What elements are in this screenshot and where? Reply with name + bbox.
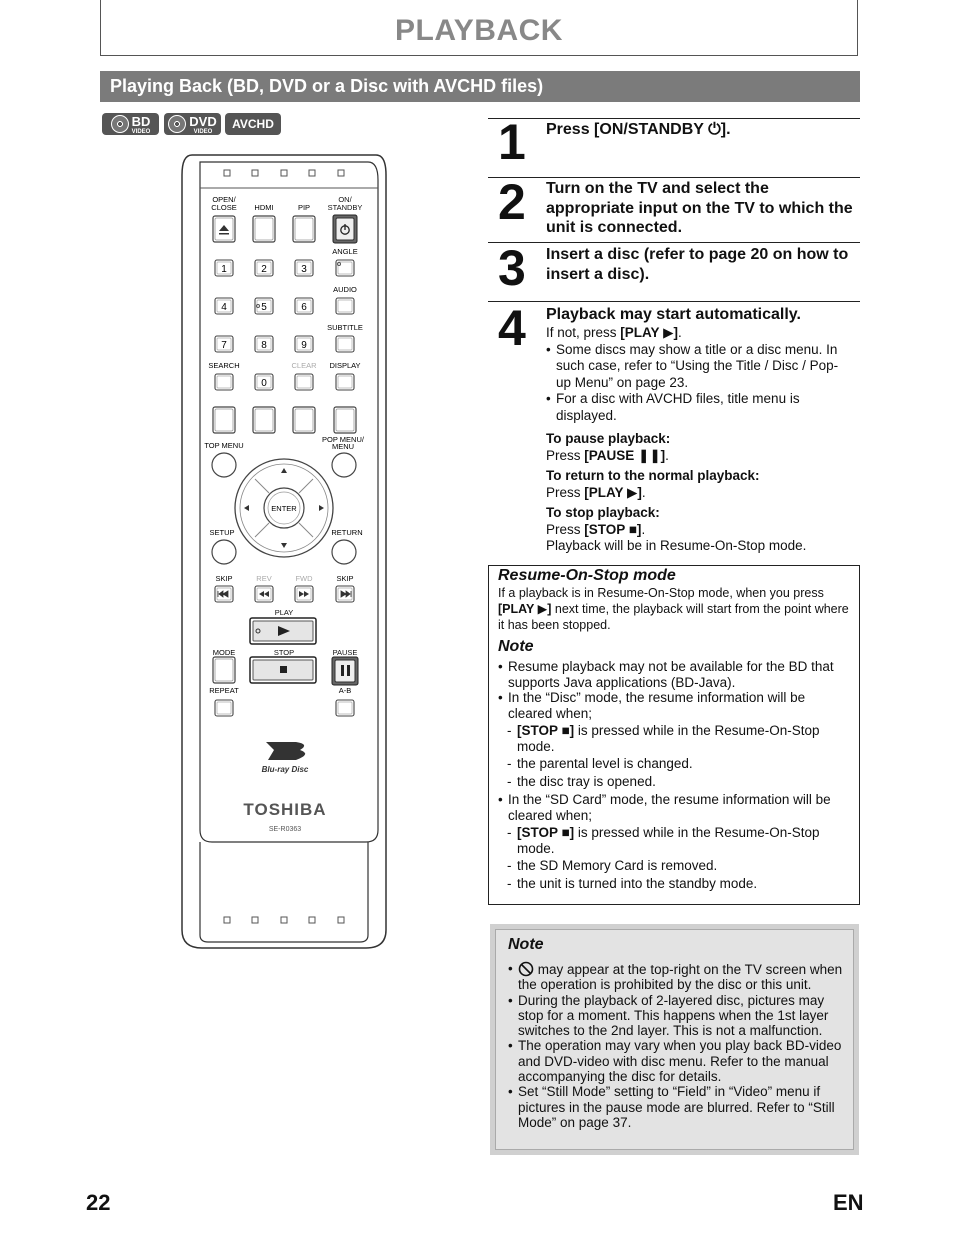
- pop-menu-label: POP MENU/: [322, 435, 364, 444]
- if-not-press: If not, press [PLAY ▶].: [546, 325, 682, 340]
- skip-back-button: [215, 586, 233, 602]
- resume-text: If a playback is in Resume-On-Stop mode, when you press [PLAY ▶] next time, the playback will start from the point where it has been stopped.: [498, 586, 849, 632]
- audio-label: AUDIO: [333, 285, 357, 294]
- digit-4-label: 4: [221, 302, 227, 313]
- bd-logo-sub: VIDEO: [131, 128, 151, 135]
- enter-label: ENTER: [271, 504, 297, 513]
- step-1-text: Press [ON/STANDBY ⏻].: [546, 121, 731, 138]
- hdmi-button: [253, 216, 275, 242]
- on-standby-label-2: STANDBY: [327, 203, 363, 212]
- navigation-pad: [235, 459, 333, 557]
- stop-instruction: Press [STOP ■].: [546, 521, 646, 537]
- remote-brand: TOSHIBA: [243, 800, 327, 819]
- digit-6-label: 6: [301, 302, 307, 313]
- note-bullet-2: • During the playback of 2-layered disc, pictures may stop for a moment. This happens when the 1st layer switches to the 2nd layer. This is not a malfunction.: [508, 993, 845, 1039]
- search-label: SEARCH: [208, 361, 240, 370]
- pip-button: [293, 216, 315, 242]
- digit-9-button: [295, 336, 313, 352]
- play-label: PLAY: [274, 608, 294, 617]
- open-close-button: [213, 216, 235, 242]
- disc-icon: [168, 115, 186, 133]
- step-4-details: [546, 325, 851, 555]
- repeat-label: REPEAT: [209, 686, 239, 695]
- prohibited-icon: [518, 961, 534, 977]
- dvd-logo-text: DVD: [189, 113, 217, 129]
- rev-label: REV: [256, 574, 272, 583]
- step-3-text: Insert a disc (refer to page 20 on how to insert a disc).: [546, 246, 849, 283]
- page-number: 22: [86, 1190, 111, 1215]
- clear-button: [295, 374, 313, 390]
- language-label: EN: [833, 1190, 864, 1215]
- open-close-label-2: CLOSE: [211, 203, 237, 212]
- resume-note-list: [498, 659, 851, 891]
- color-button-2: [253, 407, 275, 433]
- digit-3-label: 3: [301, 264, 307, 275]
- disc-dash-1: - [STOP ■] is pressed while in the Resume-On-Stop mode.: [507, 723, 851, 754]
- pip-label: PIP: [297, 203, 311, 212]
- on-standby-button: [333, 215, 357, 243]
- pause-heading: To pause playback:: [546, 431, 671, 446]
- sd-mode-sublist: [498, 825, 851, 891]
- digit-8-label: 8: [261, 340, 267, 351]
- digit-1-label: 1: [221, 264, 227, 275]
- digit-8-button: [255, 336, 273, 352]
- digit-3-button: [295, 260, 313, 276]
- pause-label: PAUSE: [332, 648, 358, 657]
- sd-dash-2: - the SD Memory Card is removed.: [507, 858, 851, 874]
- note-title: Note: [508, 936, 544, 953]
- step-4-number: 4: [498, 300, 526, 356]
- digit-4-button: [215, 298, 233, 314]
- resume-note-bullet-1: • Resume playback may not be available for the BD that supports Java applications (BD-Java).: [498, 659, 851, 690]
- stop-label: STOP: [273, 648, 295, 657]
- digit-7-button: [215, 336, 233, 352]
- note-box: [490, 924, 859, 1155]
- disc-icon: [111, 115, 129, 133]
- step-divider: [488, 177, 860, 178]
- note-list: [508, 961, 845, 1130]
- skip-left-label: SKIP: [215, 574, 233, 583]
- page-title: PLAYBACK: [395, 14, 563, 47]
- note-bullet-1: • may appear at the top-right on the TV screen when the operation is prohibited by the disc or this unit.: [508, 961, 845, 993]
- digit-2-label: 2: [261, 264, 267, 275]
- top-menu-button: [212, 453, 236, 477]
- note-bullet-3: • The operation may vary when you play back BD-video and DVD-video with disc menu. Refer to the manual accompanying the disc for details.: [508, 1038, 845, 1084]
- fwd-button: [295, 586, 313, 602]
- bd-video-logo: [102, 113, 159, 135]
- digit-1-button: [215, 260, 233, 276]
- resume-on-stop-box: [488, 565, 860, 905]
- step-divider: [488, 242, 860, 243]
- disc-dash-3: - the disc tray is opened.: [507, 774, 851, 790]
- pause-instruction: Press [PAUSE ❚❚].: [546, 447, 669, 463]
- digit-5-button: [255, 298, 273, 314]
- rev-button: [255, 586, 273, 602]
- ab-button: [336, 700, 354, 716]
- note-inner: [495, 929, 854, 1150]
- pop-menu-button: [332, 453, 356, 477]
- stop-button: [250, 657, 316, 683]
- on-standby-label: ON/: [338, 195, 352, 204]
- step-1-number: 1: [498, 114, 526, 170]
- resume-note-bullet-3: • In the “SD Card” mode, the resume information will be cleared when;: [498, 792, 851, 823]
- clear-label: CLEAR: [291, 361, 317, 370]
- dvd-logo-sub: VIDEO: [193, 128, 213, 135]
- avchd-logo: AVCHD: [225, 113, 281, 135]
- step-3-number: 3: [498, 240, 526, 296]
- remote-control-illustration: [178, 150, 390, 952]
- pause-button: [332, 657, 358, 685]
- note-bullet-4: • Set “Still Mode” setting to “Field” in “Video” menu if pictures in the pause mode are blurred. Refer to “Still Mode” on page 37.: [508, 1084, 845, 1130]
- digit-6-button: [295, 298, 313, 314]
- subtitle-button: [336, 336, 354, 352]
- blu-ray-text: Blu-ray Disc: [261, 765, 309, 774]
- fwd-label: FWD: [295, 574, 313, 583]
- display-button: [336, 374, 354, 390]
- repeat-button: [215, 700, 233, 716]
- step-2-number: 2: [498, 174, 526, 230]
- step-4-text: Playback may start automatically.: [546, 306, 801, 323]
- skip-forward-button: [336, 586, 354, 602]
- mode-label: MODE: [212, 648, 236, 657]
- angle-label: ANGLE: [332, 247, 358, 256]
- mode-button: [213, 657, 235, 683]
- ab-label: A-B: [338, 686, 352, 695]
- step-4-bullet-1: • Some discs may show a title or a disc menu. In such case, refer to “Using the Title / Disc / Pop-up Menu” on page 23.: [546, 342, 851, 392]
- resume-note-bullet-2: • In the “Disc” mode, the resume information will be cleared when;: [498, 690, 851, 721]
- hdmi-label: HDMI: [254, 203, 274, 212]
- bd-logo-text: BD: [131, 113, 151, 129]
- stop-heading: To stop playback:: [546, 505, 660, 520]
- search-button: [215, 374, 233, 390]
- open-close-label: OPEN/: [212, 195, 236, 204]
- stop-note: Playback will be in Resume-On-Stop mode.: [546, 538, 807, 553]
- digit-0-button: [255, 374, 273, 390]
- resume-title: Resume-On-Stop mode: [498, 567, 676, 584]
- return-instruction: Press [PLAY ▶].: [546, 484, 646, 500]
- disc-mode-sublist: [498, 723, 851, 789]
- display-label: DISPLAY: [329, 361, 361, 370]
- color-button-4: [334, 407, 356, 433]
- digit-7-label: 7: [221, 340, 227, 351]
- play-button: [250, 618, 316, 644]
- return-heading: To return to the normal playback:: [546, 468, 760, 483]
- setup-label: SETUP: [209, 528, 235, 537]
- disc-dash-2: - the parental level is changed.: [507, 756, 851, 772]
- top-menu-label: TOP MENU: [204, 441, 244, 450]
- angle-button: [336, 260, 354, 276]
- digit-5-label: 5: [261, 302, 267, 313]
- sd-dash-1: - [STOP ■] is pressed while in the Resume-On-Stop mode.: [507, 825, 851, 856]
- skip-right-label: SKIP: [336, 574, 354, 583]
- digit-0-label: 0: [261, 378, 267, 389]
- return-button: [332, 540, 356, 564]
- sd-dash-3: - the unit is turned into the standby mode.: [507, 876, 851, 892]
- digit-2-button: [255, 260, 273, 276]
- step-4-bullet-2: • For a disc with AVCHD files, title menu is displayed.: [546, 391, 851, 424]
- resume-note-title: Note: [498, 638, 534, 655]
- step-2-text: Turn on the TV and select the appropriate input on the TV to which the unit is connected.: [546, 180, 853, 236]
- digit-9-label: 9: [301, 340, 307, 351]
- pop-menu-label-2: MENU: [331, 442, 355, 451]
- return-label: RETURN: [331, 528, 363, 537]
- step-divider: [488, 301, 860, 302]
- section-title: Playing Back (BD, DVD or a Disc with AVCHD files): [100, 71, 860, 102]
- color-button-3: [293, 407, 315, 433]
- remote-model: SE-R0363: [268, 826, 302, 833]
- subtitle-label: SUBTITLE: [327, 323, 363, 332]
- color-button-1: [213, 407, 235, 433]
- step-divider: [488, 118, 860, 119]
- dvd-video-logo: [164, 113, 221, 135]
- setup-button: [212, 540, 236, 564]
- audio-button: [336, 298, 354, 314]
